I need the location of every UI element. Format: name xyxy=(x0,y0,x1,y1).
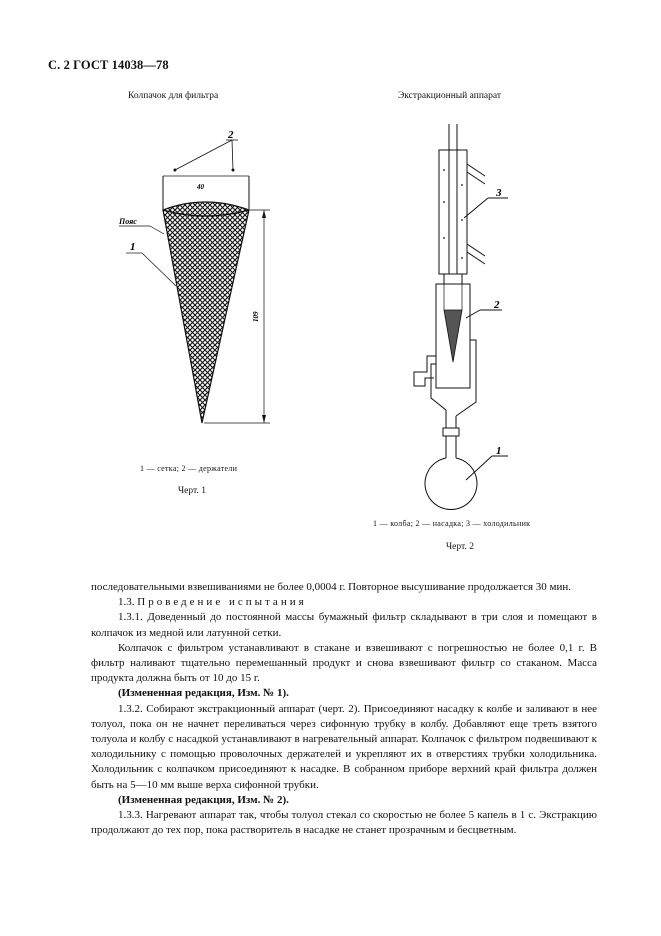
section-heading xyxy=(91,595,597,610)
filter-cone xyxy=(444,310,462,362)
dim-height: 109 xyxy=(252,311,260,322)
extraction-apparatus-drawing xyxy=(400,110,540,510)
callout-1: 1 xyxy=(130,241,136,253)
amendment-note-1: (Измененная редакция, Изм. № 1). xyxy=(118,687,289,700)
paragraph-cap-weighing: Колпачок с фильтром устанавливают в стакане и взвешивают с погрешностью не более 0,1 г. В фильтр наливают тщательно перемешанный продукт и снова взвешивают фильтр со стаканом. Масса продукта должна быть от 10 до 15 г. xyxy=(91,641,597,685)
callout-3: 3 xyxy=(496,187,502,199)
callout-1-fig2: 1 xyxy=(496,445,502,457)
figure2-legend: 1 — колба; 2 — насадка; 3 — холодильник xyxy=(373,519,531,528)
section-title: Проведение испытания xyxy=(137,596,307,609)
amendment-note-2: (Измененная редакция, Изм. № 2). xyxy=(118,793,289,806)
figure2-caption: Черт. 2 xyxy=(446,542,474,552)
callout-2-fig2: 2 xyxy=(494,299,500,311)
paragraph-continuation: последовательными взвешиваниями не более 0,0004 г. Повторное высушивание продолжается 30 мин. xyxy=(91,581,572,593)
dim-width: 40 xyxy=(197,183,204,191)
figure1-legend: 1 — сетка; 2 — держатели xyxy=(140,464,238,473)
figure2-title: Экстракционный аппарат xyxy=(398,91,501,101)
mesh-cone xyxy=(163,202,249,423)
callout-solder: Пояс xyxy=(119,217,137,226)
body-text xyxy=(91,580,597,838)
figure1-title: Колпачок для фильтра xyxy=(128,91,219,101)
figure1-caption: Черт. 1 xyxy=(178,486,206,496)
page-header: С. 2 ГОСТ 14038—78 xyxy=(48,58,169,72)
filter-cap-drawing xyxy=(100,110,290,440)
paragraph-1-3-1: 1.3.1. Доведенный до постоянной массы бумажный фильтр складывают в три слоя и помещают в колпачок из медной или латунной сетки. xyxy=(91,611,597,639)
paragraph-1-3-3: 1.3.3. Нагревают аппарат так, чтобы толуол стекал со скоростью не более 5 капель в 1 с. Экстракцию продолжают до тех пор, пока растворитель в насадке не станет прозрачным и бесцветным. xyxy=(91,809,597,837)
paragraph-1-3-2: 1.3.2. Собирают экстракционный аппарат (черт. 2). Присоединяют насадку к колбе и заливают в нее толуол, пока он не начнет переливаться через сифонную трубку в колбу. Добавляют еще треть взятого толуола и колбу с насадкой устанавливают в нагревательный аппарат. Колпачок с фильтром подвешивают к холодильнику с помощью проволочных держателей и укрепляют их в отверстиях трубки холодильника. Холодильник с колпачком присоединяют к насадке. В собранном приборе верхний край фильтра должен быть на 5—10 мм выше верха сифонной трубки. xyxy=(91,702,597,791)
section-number: 1.3. xyxy=(118,596,135,609)
callout-2: 2 xyxy=(228,129,234,141)
